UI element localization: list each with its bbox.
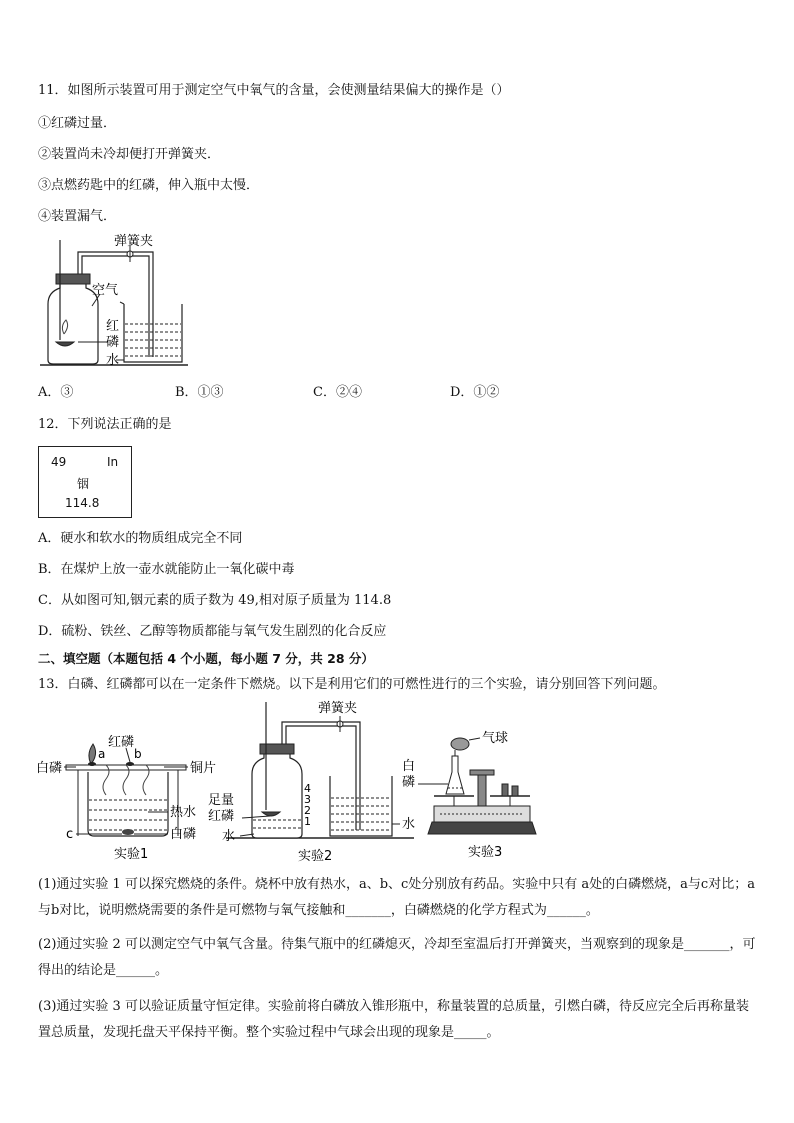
exp1-label-copper: 铜片 xyxy=(190,761,217,776)
experiment-3-figure xyxy=(402,730,536,860)
exp2-mark-4: 4 xyxy=(304,782,311,795)
element-mass: 114.8 xyxy=(65,496,100,510)
exp1-label-hot: 热水 xyxy=(170,805,197,820)
q13-part-2: (2)通过实验 2 可以测定空气中氧气含量。待集气瓶中的红磷熄灭，冷却至室温后打开弹簧夹，当观察到的现象是_______，可得出的结论是______。 xyxy=(38,937,756,978)
q12-option-c: C．从如图可知,铟元素的质子数为 49,相对原子质量为 114.8 xyxy=(38,593,392,608)
exp1-label-white2: 白磷 xyxy=(170,827,197,842)
exp1-label-red: 红磷 xyxy=(108,735,135,750)
exp1-label-white: 白磷 xyxy=(36,761,63,776)
q11-stem: 11．如图所示装置可用于测定空气中氧气的含量，会使测量结果偏大的操作是（） xyxy=(38,83,510,98)
q13-part-1: (1)通过实验 1 可以探究燃烧的条件。烧杯中放有热水，a、b、c处分别放有药品。实验中只有 a处的白磷燃烧，a与c对比；a与b对比，说明燃烧需要的条件是可燃物与氧气接触和_______，白磷燃烧的化学方程式为______。 xyxy=(38,877,755,918)
element-name: 铟 xyxy=(77,477,90,491)
q11-item-2: ②装置尚未冷却便打开弹簧夹． xyxy=(38,147,221,162)
exp2-label-water2: 水 xyxy=(402,817,416,832)
q11-label-water: 水 xyxy=(106,353,120,368)
exp2-label-water1: 水 xyxy=(222,829,236,844)
exp2-mark-3: 3 xyxy=(304,793,311,806)
q11-label-clamp: 弹簧夹 xyxy=(114,234,154,249)
q11-apparatus-figure xyxy=(38,232,198,372)
section-heading-fill-in: 二、填空题（本题包括 4 个小题，每小题 7 分，共 28 分） xyxy=(38,651,374,666)
q12-option-a: A．硬水和软水的物质组成完全不同 xyxy=(38,531,243,546)
exp1-label-a: a xyxy=(98,747,106,761)
q11-label-phos1: 红 xyxy=(106,319,120,334)
exp2-label-ample: 足量 xyxy=(208,793,235,808)
q13-part-3: (3)通过实验 3 可以验证质量守恒定律。实验前将白磷放入锥形瓶中，称量装置的总质量，引燃白磷，待反应完全后再称量装置总质量，发现托盘天平保持平衡。整个实验过程中气球会出现的现象是_____。 xyxy=(38,999,749,1040)
element-symbol: In xyxy=(107,455,119,469)
element-card-indium xyxy=(38,446,132,518)
exp3-label-balloon: 气球 xyxy=(482,731,509,746)
exp2-label-red: 红磷 xyxy=(208,809,235,824)
exp1-label-c: c xyxy=(66,827,74,842)
exp2-caption: 实验2 xyxy=(298,849,333,864)
element-number: 49 xyxy=(51,455,67,469)
q11-option-d: D．①② xyxy=(450,385,500,400)
q11-item-4: ④装置漏气． xyxy=(38,209,117,224)
q11-option-a: A．③ xyxy=(38,385,74,400)
exp3-label-white2: 磷 xyxy=(402,775,416,790)
q11-label-air: 空气 xyxy=(92,283,119,298)
q11-option-c: C．②④ xyxy=(313,385,362,400)
exp1-caption: 实验1 xyxy=(114,847,149,862)
q12-stem: 12．下列说法正确的是 xyxy=(38,417,172,432)
experiment-2-figure xyxy=(208,700,415,864)
exp3-caption: 实验3 xyxy=(468,845,503,860)
q11-item-1: ①红磷过量． xyxy=(38,116,117,131)
q12-option-d: D．硫粉、铁丝、乙醇等物质都能与氧气发生剧烈的化合反应 xyxy=(38,624,387,639)
q13-stem: 13．白磷、红磷都可以在一定条件下燃烧。以下是利用它们的可燃性进行的三个实验，请分别回答下列问题。 xyxy=(38,677,666,692)
q13-experiments-figure xyxy=(36,700,556,865)
exp3-label-white1: 白 xyxy=(402,759,416,774)
exp2-mark-2: 2 xyxy=(304,804,311,817)
q11-label-phos2: 磷 xyxy=(106,335,120,350)
q11-option-b: B．①③ xyxy=(175,385,224,400)
q12-option-b: B．在煤炉上放一壶水就能防止一氧化碳中毒 xyxy=(38,562,295,577)
exp2-label-clamp: 弹簧夹 xyxy=(318,701,358,716)
q11-item-3: ③点燃药匙中的红磷，伸入瓶中太慢． xyxy=(38,178,260,193)
experiment-1-figure xyxy=(36,734,216,862)
exp1-label-b: b xyxy=(134,747,142,761)
exp2-mark-1: 1 xyxy=(304,815,311,828)
